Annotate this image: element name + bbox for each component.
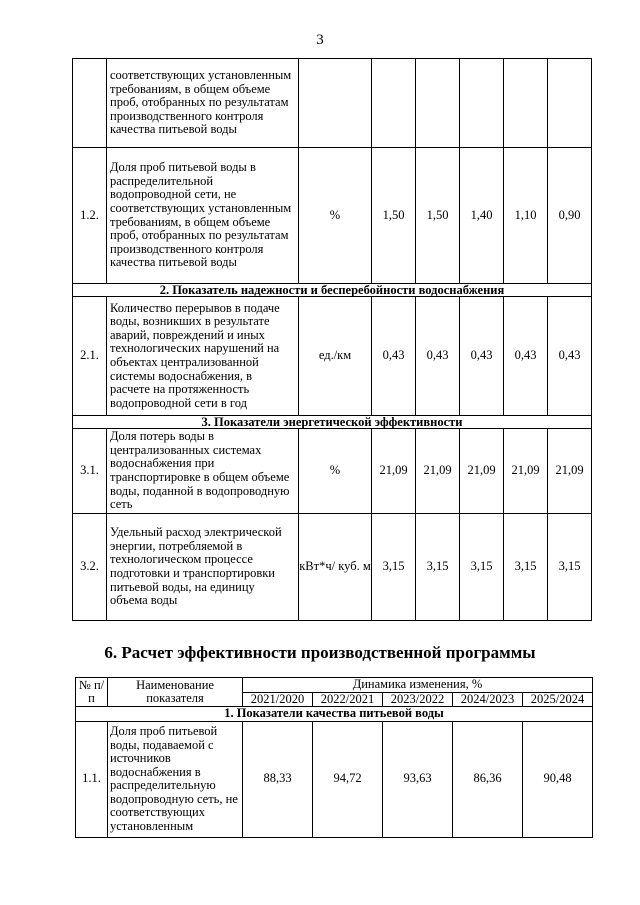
row-number bbox=[73, 59, 107, 148]
unit-cell: ед./км bbox=[299, 297, 372, 416]
value-cell: 0,43 bbox=[504, 297, 548, 416]
row-number: 1.2. bbox=[73, 148, 107, 284]
row-number: 2.1. bbox=[73, 297, 107, 416]
table-row bbox=[73, 148, 592, 284]
value-cell: 3,15 bbox=[372, 514, 416, 621]
value-cell: 0,43 bbox=[372, 297, 416, 416]
indicator-description: Доля потерь воды в централизованных системах водоснабжения при транспортировке в общем объеме воды, поданной в водопроводную сеть bbox=[107, 429, 299, 514]
value-cell: 90,48 bbox=[523, 721, 593, 837]
value-cell bbox=[548, 59, 592, 148]
unit-cell: % bbox=[299, 429, 372, 514]
value-cell: 88,33 bbox=[243, 721, 313, 837]
indicator-description: Удельный расход электрической энергии, потребляемой в технологическом процессе подготовки и транспортировки питьевой воды, на единицу объема воды bbox=[107, 514, 299, 621]
value-cell bbox=[504, 59, 548, 148]
indicator-description: Доля проб питьевой воды, подаваемой с источников водоснабжения в распределительную водопроводную сеть, не соответствующих установленным bbox=[108, 721, 243, 837]
section-row bbox=[76, 707, 593, 722]
period-header: 2021/2020 bbox=[243, 692, 313, 707]
value-cell: 1,50 bbox=[416, 148, 460, 284]
value-cell: 3,15 bbox=[504, 514, 548, 621]
indicator-description: Доля проб питьевой воды в распределительной водопроводной сети, не соответствующих установленным требованиям, в общем объеме проб, отобранных по результатам производственного контроля качества питьевой воды bbox=[107, 148, 299, 284]
value-cell: 0,43 bbox=[460, 297, 504, 416]
value-cell: 94,72 bbox=[313, 721, 383, 837]
value-cell: 1,50 bbox=[372, 148, 416, 284]
dynamics-header: Динамика изменения, % bbox=[243, 678, 593, 693]
page-number: 3 bbox=[316, 32, 324, 48]
value-cell bbox=[372, 59, 416, 148]
indicator-description: Количество перерывов в подаче воды, возникших в результате аварий, повреждений и иных технологических нарушений на объектах централизованной системы водоснабжения, в расчете на протяженность водопроводной сети в год bbox=[107, 297, 299, 416]
unit-cell: кВт*ч/ куб. м bbox=[299, 514, 372, 621]
value-cell: 0,43 bbox=[416, 297, 460, 416]
efficiency-table bbox=[75, 677, 593, 838]
value-cell: 0,43 bbox=[548, 297, 592, 416]
period-header: 2023/2022 bbox=[383, 692, 453, 707]
table-row bbox=[73, 297, 592, 416]
value-cell: 1,10 bbox=[504, 148, 548, 284]
name-header: Наименование показателя bbox=[108, 678, 243, 707]
unit-cell: % bbox=[299, 148, 372, 284]
section-title: 3. Показатели энергетической эффективности bbox=[73, 416, 592, 429]
value-cell: 86,36 bbox=[453, 721, 523, 837]
section-row bbox=[73, 416, 592, 429]
header-row bbox=[76, 678, 593, 693]
row-number: 1.1. bbox=[76, 721, 108, 837]
table-row bbox=[73, 59, 592, 148]
value-cell: 21,09 bbox=[504, 429, 548, 514]
section-heading: 6. Расчет эффективности производственной программы bbox=[104, 643, 536, 662]
value-cell: 1,40 bbox=[460, 148, 504, 284]
value-cell: 3,15 bbox=[416, 514, 460, 621]
indicator-description: соответствующих установленным требованиям, в общем объеме проб, отобранных по результатам производственного контроля качества питьевой воды bbox=[107, 59, 299, 148]
unit-cell bbox=[299, 59, 372, 148]
period-header: 2025/2024 bbox=[523, 692, 593, 707]
table-row bbox=[73, 514, 592, 621]
section-title: 1. Показатели качества питьевой воды bbox=[76, 707, 593, 722]
value-cell: 3,15 bbox=[460, 514, 504, 621]
section-title: 2. Показатель надежности и бесперебойности водоснабжения bbox=[73, 284, 592, 297]
value-cell: 21,09 bbox=[548, 429, 592, 514]
value-cell: 93,63 bbox=[383, 721, 453, 837]
row-number: 3.1. bbox=[73, 429, 107, 514]
period-header: 2022/2021 bbox=[313, 692, 383, 707]
value-cell: 21,09 bbox=[416, 429, 460, 514]
value-cell bbox=[460, 59, 504, 148]
value-cell: 21,09 bbox=[460, 429, 504, 514]
row-number: 3.2. bbox=[73, 514, 107, 621]
indicators-table bbox=[72, 58, 592, 621]
value-cell: 3,15 bbox=[548, 514, 592, 621]
num-header: № п/п bbox=[76, 678, 108, 707]
table-row bbox=[76, 721, 593, 837]
value-cell bbox=[416, 59, 460, 148]
value-cell: 0,90 bbox=[548, 148, 592, 284]
value-cell: 21,09 bbox=[372, 429, 416, 514]
section-row bbox=[73, 284, 592, 297]
period-header: 2024/2023 bbox=[453, 692, 523, 707]
table-row bbox=[73, 429, 592, 514]
